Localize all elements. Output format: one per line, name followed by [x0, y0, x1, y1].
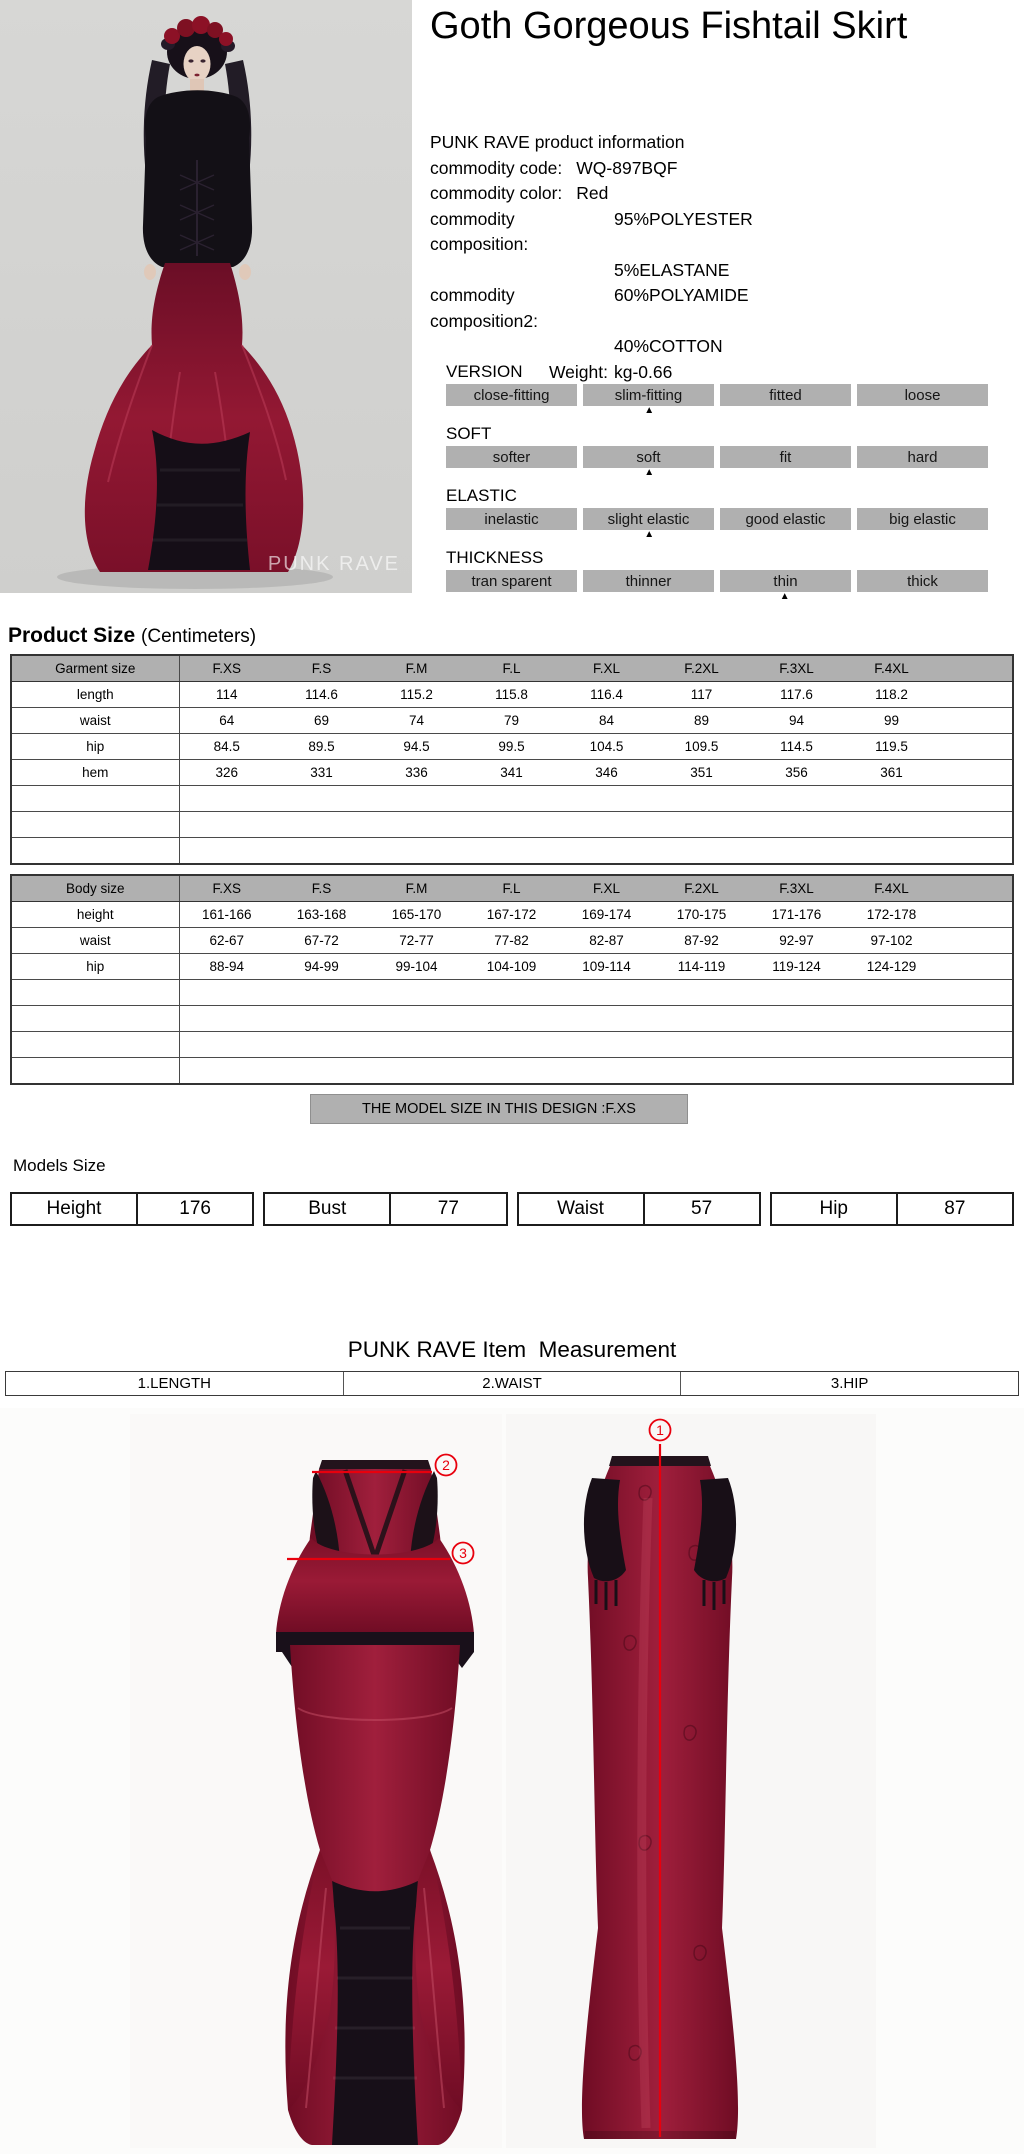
row-label: waist — [11, 928, 179, 954]
models-size-strip — [10, 1192, 1014, 1226]
attribute-options — [446, 570, 988, 592]
size-column-header: F.4XL — [844, 655, 939, 682]
weight-label: Weight: — [548, 361, 608, 382]
models-size-value: 176 — [179, 1198, 211, 1219]
table-cell: 163-168 — [274, 902, 369, 928]
table-cell: 114-119 — [654, 954, 749, 980]
table-cell: 62-67 — [179, 928, 274, 954]
attribute-option: good elastic — [720, 508, 851, 530]
commodity-code-value: WQ-897BQF — [576, 157, 678, 178]
table-cell: 119-124 — [749, 954, 844, 980]
table-cell: 104-109 — [464, 954, 559, 980]
table-cell: 118.2 — [844, 682, 939, 708]
row-label — [11, 786, 179, 812]
filler-cell — [939, 954, 1013, 980]
table-header-row — [11, 875, 1013, 902]
attribute-option: slim-fitting — [583, 384, 714, 406]
table-row — [11, 708, 1013, 734]
table-cell: 124-129 — [844, 954, 939, 980]
size-heading-unit: (Centimeters) — [141, 626, 257, 647]
table-empty-row — [11, 1032, 1013, 1058]
size-column-header: F.XS — [179, 875, 274, 902]
table-cell: 114 — [179, 682, 274, 708]
table-cell: 67-72 — [274, 928, 369, 954]
table-cell: 99 — [844, 708, 939, 734]
attribute-option: big elastic — [857, 508, 988, 530]
table-cell: 74 — [369, 708, 464, 734]
table-cell: 351 — [654, 760, 749, 786]
row-label — [11, 1006, 179, 1032]
filler-cell — [939, 902, 1013, 928]
selected-marker-icon: ▲ — [644, 405, 655, 416]
table-cell: 117.6 — [749, 682, 844, 708]
models-size-value: 87 — [944, 1198, 966, 1219]
attribute-option: inelastic — [446, 508, 577, 530]
commodity-color-label: commodity color: — [430, 183, 563, 203]
table-cell: 84.5 — [179, 734, 274, 760]
weight-value: kg-0.66 — [614, 361, 673, 382]
table-cell: 114.5 — [749, 734, 844, 760]
attribute-option: thick — [857, 570, 988, 592]
composition2-row — [430, 283, 990, 334]
table-cell: 119.5 — [844, 734, 939, 760]
attribute-option: loose — [857, 384, 988, 406]
models-size-item — [10, 1192, 254, 1226]
table-cell: 109-114 — [559, 954, 654, 980]
table-row — [11, 760, 1013, 786]
attribute-options — [446, 446, 988, 468]
model-photo — [0, 0, 412, 593]
measurement-legend — [5, 1371, 1019, 1396]
table-cell: 97-102 — [844, 928, 939, 954]
table-cell: 171-176 — [749, 902, 844, 928]
attribute-options — [446, 384, 988, 406]
models-size-item — [263, 1192, 507, 1226]
table-cell: 336 — [369, 760, 464, 786]
composition-value-1: 95%POLYESTER — [614, 208, 753, 229]
attribute-option: hard — [857, 446, 988, 468]
row-label: length — [11, 682, 179, 708]
selected-marker-icon: ▲ — [644, 467, 655, 478]
table-cell — [179, 1058, 1013, 1085]
table-empty-row — [11, 980, 1013, 1006]
table-cell: 172-178 — [844, 902, 939, 928]
table-cell: 94 — [749, 708, 844, 734]
row-label — [11, 838, 179, 865]
composition2-value-2: 40%COTTON — [614, 336, 723, 356]
selected-marker-icon: ▲ — [779, 591, 790, 602]
table-cell: 104.5 — [559, 734, 654, 760]
models-size-value: 77 — [437, 1198, 459, 1219]
selected-marker-icon: ▲ — [644, 529, 655, 540]
size-column-header: F.3XL — [749, 875, 844, 902]
row-label: height — [11, 902, 179, 928]
composition2-value-1: 60%POLYAMIDE — [614, 285, 749, 305]
row-label — [11, 980, 179, 1006]
hip-annotation-number: 3 — [459, 1545, 467, 1561]
table-corner-label: Body size — [11, 875, 179, 902]
row-label — [11, 1058, 179, 1085]
row-label: hip — [11, 734, 179, 760]
models-size-heading: Models Size — [13, 1156, 106, 1175]
product-info — [430, 130, 990, 385]
skirt-measurement-illustration — [0, 1408, 1024, 2154]
commodity-code-row — [430, 156, 990, 182]
row-label: waist — [11, 708, 179, 734]
table-corner-label: Garment size — [11, 655, 179, 682]
table-cell: 109.5 — [654, 734, 749, 760]
attribute-scales — [446, 362, 988, 610]
attribute-option: thinner — [583, 570, 714, 592]
table-header-row — [11, 655, 1013, 682]
info-heading: PUNK RAVE product information — [430, 132, 685, 152]
table-row — [11, 902, 1013, 928]
measurement-legend-item: 2.WAIST — [344, 1372, 682, 1395]
table-cell: 72-77 — [369, 928, 464, 954]
models-size-value: 57 — [691, 1198, 713, 1219]
attribute-option: softer — [446, 446, 577, 468]
filler-cell — [939, 708, 1013, 734]
attribute-scale-name: SOFT — [446, 424, 492, 443]
models-size-label: Hip — [772, 1194, 898, 1224]
attribute-marker-row — [446, 592, 988, 604]
measurement-legend-item: 3.HIP — [830, 1375, 869, 1392]
attribute-option: soft — [583, 446, 714, 468]
commodity-code-label: commodity code: — [430, 157, 563, 178]
filler-cell — [939, 928, 1013, 954]
table-cell: 64 — [179, 708, 274, 734]
table-cell: 89.5 — [274, 734, 369, 760]
table-cell: 99.5 — [464, 734, 559, 760]
models-size-label: Waist — [519, 1194, 645, 1224]
size-heading-bold: Product Size — [8, 624, 136, 647]
composition2-label: commodity composition2: — [430, 285, 538, 331]
row-label: hip — [11, 954, 179, 980]
size-column-header: F.3XL — [749, 655, 844, 682]
table-empty-row — [11, 1058, 1013, 1085]
row-label — [11, 1032, 179, 1058]
models-size-label: Height — [12, 1194, 138, 1224]
table-cell: 92-97 — [749, 928, 844, 954]
attribute-options — [446, 508, 988, 530]
waist-annotation-number: 2 — [442, 1457, 450, 1473]
model-size-banner: THE MODEL SIZE IN THIS DESIGN :F.XS — [310, 1094, 688, 1124]
size-column-header: F.4XL — [844, 875, 939, 902]
measurement-heading: PUNK RAVE Item Measurement — [347, 1337, 677, 1362]
table-cell: 341 — [464, 760, 559, 786]
filler-cell — [939, 760, 1013, 786]
table-empty-row — [11, 812, 1013, 838]
size-column-header: F.XL — [559, 655, 654, 682]
table-empty-row — [11, 838, 1013, 865]
table-cell: 99-104 — [369, 954, 464, 980]
size-column-header: F.2XL — [654, 875, 749, 902]
table-cell: 331 — [274, 760, 369, 786]
table-row — [11, 928, 1013, 954]
filler-cell — [939, 682, 1013, 708]
table-cell: 77-82 — [464, 928, 559, 954]
table-empty-row — [11, 1006, 1013, 1032]
attribute-option: fit — [720, 446, 851, 468]
attribute-scale — [446, 486, 988, 542]
attribute-scale — [446, 548, 988, 604]
table-cell — [179, 980, 1013, 1006]
punk-rave-watermark: PUNK RAVE — [267, 553, 400, 575]
table-cell — [179, 786, 1013, 812]
models-size-label: Bust — [265, 1194, 391, 1224]
size-column-header: F.2XL — [654, 655, 749, 682]
table-cell — [179, 838, 1013, 865]
table-cell: 79 — [464, 708, 559, 734]
table-cell: 114.6 — [274, 682, 369, 708]
table-cell: 89 — [654, 708, 749, 734]
attribute-option: close-fitting — [446, 384, 577, 406]
model-illustration — [0, 0, 412, 593]
attribute-marker-row — [446, 530, 988, 542]
models-size-item — [517, 1192, 761, 1226]
table-cell: 117 — [654, 682, 749, 708]
table-cell: 167-172 — [464, 902, 559, 928]
table-cell: 87-92 — [654, 928, 749, 954]
size-column-header: F.XS — [179, 655, 274, 682]
commodity-color-row — [430, 181, 990, 207]
table-cell: 116.4 — [559, 682, 654, 708]
composition-label: commodity composition: — [430, 208, 529, 254]
models-size-item — [770, 1192, 1014, 1226]
table-cell: 88-94 — [179, 954, 274, 980]
attribute-marker-row — [446, 468, 988, 480]
attribute-option: slight elastic — [583, 508, 714, 530]
table-cell — [179, 1006, 1013, 1032]
length-annotation-number: 1 — [656, 1422, 664, 1438]
table-cell — [179, 1032, 1013, 1058]
attribute-scale-name: THICKNESS — [446, 548, 544, 567]
row-label — [11, 812, 179, 838]
table-cell: 161-166 — [179, 902, 274, 928]
attribute-marker-row — [446, 406, 988, 418]
table-cell: 84 — [559, 708, 654, 734]
garment-size-table — [10, 654, 1014, 865]
attribute-scale — [446, 362, 988, 418]
composition-row — [430, 207, 990, 258]
size-column-header: F.XL — [559, 875, 654, 902]
table-cell: 69 — [274, 708, 369, 734]
table-row — [11, 682, 1013, 708]
table-cell: 94.5 — [369, 734, 464, 760]
table-cell: 361 — [844, 760, 939, 786]
size-column-header: F.M — [369, 875, 464, 902]
size-column-header: F.L — [464, 875, 559, 902]
table-cell: 82-87 — [559, 928, 654, 954]
attribute-scale — [446, 424, 988, 480]
size-column-header: F.M — [369, 655, 464, 682]
commodity-color-value: Red — [576, 183, 609, 203]
size-column-header: F.S — [274, 875, 369, 902]
table-cell: 346 — [559, 760, 654, 786]
filler-cell — [939, 655, 1013, 682]
filler-cell — [939, 734, 1013, 760]
product-images — [0, 1408, 1024, 2154]
table-cell: 169-174 — [559, 902, 654, 928]
composition-value-2: 5%ELASTANE — [614, 259, 730, 280]
table-cell: 94-99 — [274, 954, 369, 980]
table-row — [11, 954, 1013, 980]
table-cell: 326 — [179, 760, 274, 786]
attribute-option: thin — [720, 570, 851, 592]
table-empty-row — [11, 786, 1013, 812]
table-cell: 115.2 — [369, 682, 464, 708]
measurement-legend-item: 1.LENGTH — [6, 1372, 344, 1395]
size-section-heading — [8, 624, 256, 648]
table-cell: 356 — [749, 760, 844, 786]
row-label: hem — [11, 760, 179, 786]
page-title: Goth Gorgeous Fishtail Skirt — [430, 5, 908, 47]
attribute-option: fitted — [720, 384, 851, 406]
table-row — [11, 734, 1013, 760]
attribute-scale-name: ELASTIC — [446, 486, 517, 505]
table-cell: 115.8 — [464, 682, 559, 708]
size-column-header: F.S — [274, 655, 369, 682]
attribute-option: tran sparent — [446, 570, 577, 592]
filler-cell — [939, 875, 1013, 902]
table-cell: 165-170 — [369, 902, 464, 928]
size-column-header: F.L — [464, 655, 559, 682]
body-size-table — [10, 874, 1014, 1085]
table-cell — [179, 812, 1013, 838]
attribute-scale-name: VERSION — [446, 362, 523, 381]
table-cell: 170-175 — [654, 902, 749, 928]
